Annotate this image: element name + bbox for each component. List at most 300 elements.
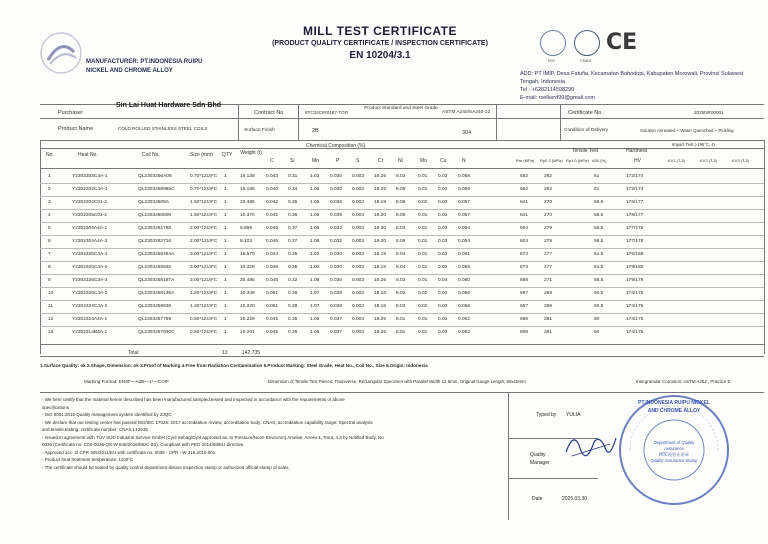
table-cell: 0.056: [458, 291, 471, 296]
col-kv2: KV2 (T-3): [700, 158, 718, 163]
table-cell: 270: [544, 213, 553, 218]
table-cell: 688: [520, 278, 529, 283]
table-cell: 0.044: [266, 252, 279, 257]
table-cell: 0.04: [438, 278, 448, 283]
table-cell: 18.25: [374, 317, 387, 322]
table-cell: 1.20*1219*C: [190, 304, 218, 309]
table-cell: QL2303260808: [138, 213, 172, 218]
table-cell: 277: [544, 252, 553, 257]
table-cell: 0.046: [266, 239, 279, 244]
table-cell: 61.5: [594, 252, 604, 257]
table-cell: Y2302325C4A-1: [72, 252, 108, 257]
col-s: S: [356, 158, 360, 164]
table-cell: 1: [224, 304, 227, 309]
table-cell: 18.19: [374, 200, 387, 205]
table-cell: 641: [520, 213, 529, 218]
table-cell: 8.103: [240, 239, 253, 244]
table-cell: 0.35: [288, 317, 298, 322]
table-cell: QL2303255484A: [138, 252, 175, 257]
table-cell: Y2302202C4A-1: [72, 187, 108, 192]
table-cell: 60: [594, 330, 600, 335]
table-cell: 2: [48, 187, 51, 192]
table-cell: Y2302324C4A-2: [72, 304, 108, 309]
table-cell: 8.04: [396, 265, 406, 270]
table-cell: 269: [544, 291, 553, 296]
table-cell: 0.003: [352, 278, 365, 283]
table-cell: 2.00*1219*C: [190, 239, 218, 244]
marking-label: Marking Format:: [84, 379, 119, 384]
col-kv1: KV1 (T-3): [668, 158, 686, 163]
certificate-label: Certificate No.: [568, 110, 603, 116]
table-cell: 172/174: [626, 174, 644, 179]
table-cell: QL23032608A: [138, 200, 169, 205]
table-cell: 0.003: [352, 265, 365, 270]
table-row: [0, 248, 768, 261]
table-cell: 0.01: [418, 239, 428, 244]
table-cell: 0.037: [330, 330, 343, 335]
table-cell: 0.03: [438, 200, 448, 205]
table-cell: 279: [544, 226, 553, 231]
table-row: [0, 313, 768, 326]
table-cell: 673: [520, 265, 529, 270]
col-rm: Rm (MPa): [516, 158, 535, 163]
table-cell: 0.003: [352, 252, 365, 257]
table-cell: 1.02: [310, 265, 320, 270]
table-cell: 8: [48, 265, 51, 270]
product-standard-label: Product Standard and Steel Grade: [364, 106, 438, 111]
table-cell: 0.055: [458, 265, 471, 270]
table-cell: 6: [48, 239, 51, 244]
table-row: [0, 235, 768, 248]
statement-line: - Issued in agreement with TÜV SÜD Industrie Service GmbH (Cyril Sebag/Cyril approved as, to Pressure/Noon Environm) Ameliar, Annex 1, Para, 4.3 by Notified Body, No: [42, 434, 384, 440]
table-cell: 604: [520, 226, 529, 231]
table-cell: 1.06: [310, 239, 320, 244]
table-cell: 0.03: [438, 317, 448, 322]
table-cell: 1.05: [310, 317, 320, 322]
table-cell: 16.128: [240, 174, 255, 179]
table-cell: 0.003: [352, 291, 365, 296]
table-cell: 10.328: [240, 265, 255, 270]
surface-finish-label: Surface Finish: [244, 128, 275, 133]
table-cell: 172/174: [626, 187, 644, 192]
table-cell: 0.70*1219*C: [190, 174, 218, 179]
col-mn: Mn: [312, 158, 319, 164]
table-cell: 0.03: [438, 304, 448, 309]
table-cell: Y2302326C4A-2: [72, 291, 108, 296]
table-cell: 10.349: [240, 291, 255, 296]
table-cell: 0.39: [288, 304, 298, 309]
table-cell: 0.038: [330, 291, 343, 296]
table-cell: 0.042: [266, 213, 279, 218]
table-cell: 0.051: [266, 291, 279, 296]
table-cell: 1.02: [310, 252, 320, 257]
table-cell: 1: [224, 265, 227, 270]
table-cell: 18.25: [374, 187, 387, 192]
table-cell: 608: [520, 330, 529, 335]
table-cell: 8.03: [396, 226, 406, 231]
table-cell: 0.045: [266, 278, 279, 283]
ce-mark: CE: [606, 30, 638, 55]
table-cell: 673: [520, 252, 529, 257]
purchaser-label: Purchaser: [58, 110, 84, 116]
table-cell: 174/175: [626, 291, 644, 296]
table-cell: QL2303258945: [138, 265, 172, 270]
table-row: [0, 326, 768, 339]
contract-value: 6TC34CIR0187-TGR: [305, 110, 349, 115]
table-cell: 0.01: [418, 252, 428, 257]
table-cell: 0.058: [458, 174, 471, 179]
table-cell: 1: [224, 330, 227, 335]
table-cell: 8.03: [396, 278, 406, 283]
table-cell: Y2302204C01-2: [72, 200, 107, 205]
table-cell: 0.052: [458, 317, 471, 322]
table-cell: 0.060: [458, 278, 471, 283]
table-cell: 8.05: [396, 187, 406, 192]
email: E-mail: rselkerd99@gmail.com: [520, 95, 595, 101]
table-cell: 18.25: [374, 278, 387, 283]
table-row: [0, 222, 768, 235]
table-cell: 0.051: [266, 304, 279, 309]
telephone: Tel : +6282114598290: [520, 87, 575, 93]
product-name-label: Product Name: [58, 126, 94, 132]
table-row: [0, 183, 768, 196]
table-cell: 177/176: [626, 226, 644, 231]
table-cell: 0.01: [418, 330, 428, 335]
table-cell: 0.046: [266, 265, 279, 270]
product-standard-value: ASTM A240/SA240-22: [442, 110, 491, 115]
table-cell: 0.057: [458, 200, 471, 205]
table-cell: 178/180: [626, 265, 644, 270]
stamp-ring-text: PT.INDONESIA RUIPU NICKEL AND CHROME ALLOY: [638, 400, 710, 414]
table-cell: 10.201: [240, 330, 255, 335]
table-cell: 1: [224, 226, 227, 231]
table-cell: QL2303258965C: [138, 187, 175, 192]
table-cell: 0.02: [418, 291, 428, 296]
typed-by-value: YULIA: [566, 412, 581, 418]
table-cell: 0.03: [438, 265, 448, 270]
table-cell: 18.25: [374, 330, 387, 335]
table-cell: 20.485: [240, 200, 255, 205]
table-cell: 0.003: [352, 174, 365, 179]
col-tensile-group: Tensile Test: [572, 148, 599, 154]
statement-line: 0036 (Certificate no. C0S-0036-QS-W 848/2016/MUC-0S); Compliant with PED 2014/68/EU directive.: [42, 442, 245, 447]
table-cell: 8.02: [396, 291, 406, 296]
table-cell: 176/168: [626, 252, 644, 257]
table-cell: 604: [520, 239, 529, 244]
col-p: P: [336, 158, 340, 164]
manufacturer-block: [86, 58, 202, 76]
col-no: No.: [46, 152, 54, 158]
table-cell: 0.003: [352, 239, 365, 244]
table-cell: 174/175: [626, 317, 644, 322]
table-cell: QL2303261788: [138, 226, 172, 231]
total-weight: 142.735: [242, 350, 261, 356]
table-cell: 281: [544, 330, 553, 335]
col-hv: HV: [634, 158, 641, 164]
table-cell: 10.370: [240, 213, 255, 218]
statement-line: and tensile testing, certificate number: CNAS L12638: [42, 427, 148, 432]
table-cell: 16.155: [240, 187, 255, 192]
table-cell: 18.19: [374, 252, 387, 257]
date-value: 2025.03.30: [562, 496, 588, 502]
table-cell: 1: [224, 291, 227, 296]
table-cell: 0.036: [330, 200, 343, 205]
table-cell: QL2303258197A: [138, 278, 175, 283]
table-cell: 0.046: [266, 226, 279, 231]
table-cell: 1: [224, 213, 227, 218]
table-cell: 56.5: [594, 239, 604, 244]
statement-line: - We declare that our testing center has passed ISO/IEC 17025: 2017 accreditation review, accreditation body: CNAS, accreditation capability range: Spectral analysis: [42, 419, 373, 425]
table-cell: 56.5: [594, 226, 604, 231]
table-cell: 0.01: [418, 317, 428, 322]
table-cell: 0.37: [288, 226, 298, 231]
col-qty: QTY: [222, 152, 233, 158]
dimension-note: Dimension of Tensile Test Pieces: Transverse, Rectangular Specimen with Parallel Width 12.5mm, Original Gauge Length, 50x10mm: [268, 379, 526, 384]
cnas-mark-label: CNAS: [580, 58, 592, 63]
table-cell: 0.030: [330, 174, 343, 179]
col-c: C: [270, 158, 274, 164]
col-si: Si: [290, 158, 295, 164]
table-cell: 277: [544, 265, 553, 270]
table-cell: 7: [48, 252, 51, 257]
table-cell: 18.20: [374, 239, 387, 244]
table-cell: 0.059: [458, 187, 471, 192]
table-cell: 657: [520, 291, 529, 296]
table-cell: 1.05: [310, 213, 320, 218]
table-cell: 18.16: [374, 304, 387, 309]
steel-grade-value: 304: [462, 130, 472, 136]
table-cell: 0.003: [352, 187, 365, 192]
table-cell: 0.038: [330, 304, 343, 309]
col-kv3: KV3 (T-3): [732, 158, 750, 163]
table-cell: 0.36: [288, 200, 298, 205]
table-cell: 0.03: [438, 239, 448, 244]
table-cell: 0.01: [418, 278, 428, 283]
table-cell: 1: [224, 252, 227, 257]
statement-line: - Product heat treatment temperature: 1100°C: [42, 457, 134, 462]
table-cell: 0.003: [352, 200, 365, 205]
table-cell: 0.057: [458, 213, 471, 218]
col-heat-no: Heat No.: [78, 152, 98, 158]
certification-statement: [42, 396, 502, 471]
col-rp02: Rp0.2 (MPa): [540, 158, 563, 163]
table-cell: 0.045: [266, 330, 279, 335]
table-cell: 0.50*1219*C: [190, 330, 218, 335]
table-cell: Y2302325C4A-2: [72, 265, 108, 270]
table-cell: 18.25: [374, 174, 387, 179]
table-cell: 0.03: [438, 226, 448, 231]
table-cell: 4: [48, 213, 51, 218]
table-cell: 18.20: [374, 213, 387, 218]
table-cell: Y2302203C4A-1: [72, 174, 108, 179]
table-cell: 8.01: [396, 330, 406, 335]
table-cell: 0.061: [458, 252, 471, 257]
table-cell: 1.05: [310, 200, 320, 205]
stamp-center-line3: Quality Assurance Stamp: [650, 458, 698, 463]
table-cell: 60: [594, 317, 600, 322]
table-cell: 18.30: [374, 226, 387, 231]
table-cell: 0.01: [418, 265, 428, 270]
table-cell: 8.03: [396, 174, 406, 179]
table-row: [0, 300, 768, 313]
table-cell: 0.37: [288, 239, 298, 244]
table-cell: 0.03: [438, 330, 448, 335]
table-cell: 61.5: [594, 265, 604, 270]
table-cell: 10.229: [240, 317, 255, 322]
table-cell: 0.032: [330, 226, 343, 231]
table-cell: 270: [544, 200, 553, 205]
table-cell: 0.01: [418, 213, 428, 218]
table-cell: 1.50*1219*C: [190, 213, 218, 218]
table-cell: 0.70*1219*C: [190, 187, 218, 192]
table-cell: 0.03: [438, 187, 448, 192]
col-coil-no: Coil No.: [142, 152, 160, 158]
table-cell: QL2303257759: [138, 317, 172, 322]
table-cell: 0.03: [438, 174, 448, 179]
table-cell: 8.03: [396, 304, 406, 309]
table-cell: 262: [544, 187, 553, 192]
purchaser-value: Sin Lai Huat Hardware Sdn Bhd: [116, 102, 222, 109]
table-cell: 0.003: [352, 213, 365, 218]
table-cell: 0.039: [330, 213, 343, 218]
statement-line: specifications: [42, 404, 70, 410]
table-cell: 176/177: [626, 200, 644, 205]
table-cell: 10: [48, 291, 54, 296]
table-cell: 279: [544, 239, 553, 244]
table-cell: 0.040: [266, 187, 279, 192]
contract-label: Contract No: [254, 110, 284, 116]
table-cell: 1.07: [310, 291, 320, 296]
cnas-mark-icon: [574, 30, 600, 56]
table-cell: 0.32: [288, 278, 298, 283]
delivery-value: Solution Annealed + Water Quenched + Pickling: [640, 128, 734, 133]
table-cell: 641: [520, 200, 529, 205]
table-cell: 177/178: [626, 239, 644, 244]
table-cell: 1: [224, 187, 227, 192]
table-cell: 0.01: [418, 226, 428, 231]
table-cell: 0.31: [288, 174, 298, 179]
table-cell: 0.02: [418, 304, 428, 309]
table-cell: 0.054: [458, 239, 471, 244]
statement-line: - The certificate should be sealed by quality control department deluxe inspection stamp or authorized official stamp of sales.: [42, 464, 290, 470]
table-cell: 8.01: [396, 317, 406, 322]
table-cell: 0.032: [330, 239, 343, 244]
table-cell: 1: [224, 174, 227, 179]
table-row: [0, 170, 768, 183]
stamp-center-line2: MTC检验专用章: [659, 452, 689, 457]
table-cell: 8.09: [396, 200, 406, 205]
table-cell: 61: [594, 174, 600, 179]
col-ni: Ni: [398, 158, 403, 164]
table-cell: 0.35: [288, 265, 298, 270]
table-cell: 0.34: [288, 187, 298, 192]
delivery-label: Condition of Delivery: [564, 128, 609, 133]
table-cell: 0.03: [438, 291, 448, 296]
table-row: [0, 196, 768, 209]
typed-by-label: Typed by: [536, 412, 557, 418]
table-cell: Y2302205C01-2: [72, 213, 107, 218]
table-cell: 0.052: [458, 330, 471, 335]
table-cell: 696: [520, 317, 529, 322]
address-block: [520, 70, 750, 102]
table-cell: 1.08: [310, 278, 320, 283]
table-cell: 10.220: [240, 304, 255, 309]
table-cell: 1: [48, 174, 51, 179]
iso-mark-icon: [540, 30, 566, 56]
table-cell: 0.03: [438, 252, 448, 257]
certificate-value: 2025NR00001: [694, 110, 724, 115]
table-cell: 1.20*1219*C: [190, 291, 218, 296]
table-cell: 0.03: [438, 213, 448, 218]
table-cell: 20.485: [240, 278, 255, 283]
table-cell: 178/177: [626, 213, 644, 218]
table-cell: 9: [48, 278, 51, 283]
col-impact-group: Impact Test (-196°C, J): [672, 142, 715, 147]
table-cell: 3.00*1219*C: [190, 278, 218, 283]
statement-line: - ISO 9001:2015 Quality management system identified by ZJQC: [42, 412, 172, 417]
table-cell: 18.16: [374, 291, 387, 296]
table-cell: 5: [48, 226, 51, 231]
table-cell: 8.04: [396, 252, 406, 257]
table-cell: 0.030: [330, 187, 343, 192]
table-cell: 59.6: [594, 213, 604, 218]
table-cell: QL2303259838: [138, 304, 172, 309]
table-cell: 61: [594, 187, 600, 192]
table-cell: 652: [520, 187, 529, 192]
product-name-value: COLD ROLLED STAINLESS STEEL COILS: [118, 126, 208, 131]
table-cell: 269: [544, 304, 553, 309]
col-cu: Cu: [440, 158, 447, 164]
col-a50: A50 (%): [592, 158, 607, 163]
statement-line: - We here certify that the material herein described has been manufactured,sampled,tested and inspected in accordance with the requirements of above: [42, 397, 345, 402]
table-cell: 0.042: [266, 200, 279, 205]
table-cell: 8.05: [396, 213, 406, 218]
table-cell: 0.35: [288, 330, 298, 335]
table-cell: 657: [520, 304, 529, 309]
document-subtitle: (PRODUCT QUALITY CERTIFICATE / INSPECTION CERTIFICATE): [272, 40, 488, 47]
table-cell: 1.50*1219*C: [190, 200, 218, 205]
table-cell: 8.09: [396, 239, 406, 244]
quality-checks: 1.Surface Quality: ok 2.Shape, Dimension: ok 3.Proof of Marking 4.Free from Radiation Contamination 5.Product Marking: Steel Grade, Heat No., Coil No., Size 6.Origin: Indonesia: [40, 363, 428, 368]
table-cell: 56.5: [594, 278, 604, 283]
table-cell: QL2303257930C: [138, 330, 175, 335]
table-cell: 0.003: [352, 226, 365, 231]
table-cell: 0.030: [330, 265, 343, 270]
table-cell: QL2303262716: [138, 239, 172, 244]
intergranular-corrosion: Intergranular Corrosion: ASTM A262 , Practice E: [636, 379, 731, 384]
table-cell: 2.00*1219*C: [190, 226, 218, 231]
document-title: MILL TEST CERTIFICATE: [302, 24, 458, 38]
table-cell: 15.570: [240, 252, 255, 257]
table-cell: 1.05: [310, 330, 320, 335]
col-weight: Weight (t): [240, 150, 262, 156]
table-cell: 60.5: [594, 304, 604, 309]
signature-icon: [560, 424, 620, 464]
manufacturer-line2: NICKEL AND CHROME ALLOY: [86, 68, 173, 74]
table-cell: 60.5: [594, 291, 604, 296]
table-cell: 3.00*1219*C: [190, 252, 218, 257]
marking-format: [84, 378, 169, 386]
table-cell: Y2302324A4A-1: [72, 317, 108, 322]
table-cell: 0.030: [330, 252, 343, 257]
date-label: Date: [532, 496, 543, 502]
col-n: N: [462, 158, 466, 164]
total-qty: 13: [222, 350, 228, 356]
table-cell: 0.045: [266, 317, 279, 322]
table-cell: 1: [224, 317, 227, 322]
address: ADD: PT IMIP, Desa Fatufia, Kecamatan Bahodopi, Kabupaten Morowali, Provinsi Sulawesi Tengah, Indonesia: [520, 71, 743, 85]
table-cell: 1.03: [310, 174, 320, 179]
